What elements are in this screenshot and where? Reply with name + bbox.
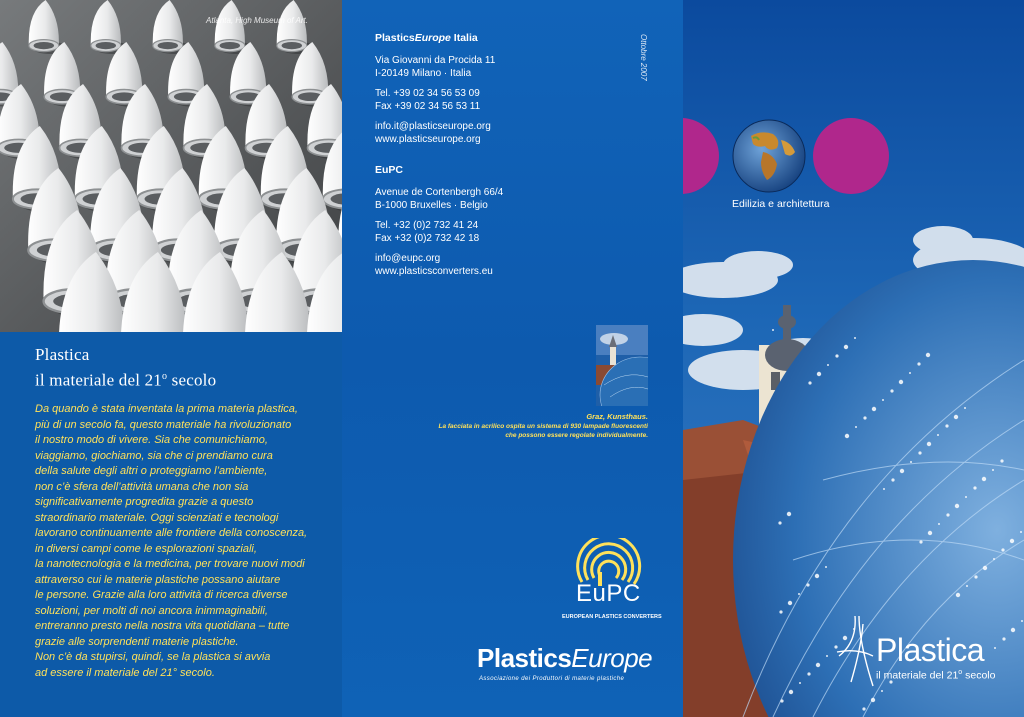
title-line-2-suffix: secolo: [167, 370, 217, 390]
brochure-title: [35, 344, 216, 392]
contact-eupc: [375, 164, 503, 278]
address-line: Via Giovanni da Procida 11: [375, 55, 496, 66]
photo-caption: [438, 412, 648, 440]
middle-panel: [342, 0, 683, 717]
fax-line: Fax +32 (0)2 732 42 18: [375, 233, 480, 244]
brand-sub-prefix: il materiale del 21: [876, 669, 959, 682]
org-italic: Europe: [414, 32, 451, 44]
address-line: I-20149 Milano · Italia: [375, 68, 472, 79]
publication-date: Ottobre 2007: [639, 34, 648, 81]
intro-line: il nostro modo di vivere. Sia che comunichiamo,: [35, 434, 268, 446]
intro-line: Da quando è stata inventata la prima materia plastica,: [35, 403, 298, 415]
intro-line: attraverso cui le materie plastiche possano aiutare: [35, 573, 281, 586]
globe-icon: [731, 118, 807, 194]
caption-line: La facciata in acrilico ospita un sistema di 930 lampade fluorescenti: [438, 423, 648, 430]
magenta-circle-right: [813, 118, 889, 194]
intro-line: le persone. Grazie alla loro attività di ricerca diverse: [35, 589, 288, 601]
kunsthaus-thumbnail: [596, 325, 648, 406]
cover-photo-white-sculptures: [0, 0, 342, 332]
intro-line: Non c’è da stupirsi, quindi, se la plastica si avvia: [35, 651, 271, 663]
fax-line: Fax +39 02 34 56 53 11: [375, 101, 481, 112]
contact-org-name: EuPC: [375, 164, 404, 176]
caption-title: Graz, Kunsthaus.: [586, 412, 648, 421]
plasticseurope-tagline: Associazione dei Produttori di materie plastiche: [479, 676, 625, 682]
intro-line: non c’è sfera dell’attività umana che non sia: [35, 480, 249, 493]
eupc-logo-subtitle: EUROPEAN PLASTICS CONVERTERS: [562, 614, 662, 620]
phone-line: Tel. +39 02 34 56 53 09: [375, 88, 480, 99]
intro-line: della salute degli altri o proteggiamo l’ambiente,: [35, 465, 268, 477]
intro-line: lavorano continuamente alle frontiere della conoscenza,: [35, 527, 308, 539]
brand-sub-sup: o: [958, 669, 963, 676]
intro-line: più di un secolo fa, questo materiale ha rivoluzionato: [35, 418, 292, 431]
eupc-logo-word: EuPC: [576, 580, 641, 607]
intro-line: la nanotecnologia e la medicina, per trovare nuovi modi: [35, 558, 305, 570]
website-link[interactable]: www.plasticseurope.org: [375, 134, 481, 145]
pe-logo-italic: Europe: [571, 643, 653, 673]
cones-illustration: [0, 0, 342, 332]
intro-line: viaggiamo, giochiamo, sia che ci prendiamo cura: [35, 449, 273, 462]
category-label: Edilizia e architettura: [732, 198, 830, 210]
pe-logo-bold: Plastics: [477, 643, 572, 673]
title-line-1: Plastica: [35, 345, 90, 364]
intro-line: significativamente progredita grazie a questo: [35, 496, 254, 508]
website-link[interactable]: www.plasticsconverters.eu: [375, 266, 493, 277]
photo-credit: Atlanta, High Museum of Art.: [206, 16, 308, 25]
plastica-brand-tagline: [876, 669, 995, 682]
phone-line: Tel. +32 (0)2 732 41 24: [375, 220, 479, 231]
email-link[interactable]: info.it@plasticseurope.org: [375, 121, 491, 132]
org-prefix: Plastics: [375, 32, 415, 44]
right-panel: [683, 0, 1024, 717]
kunsthaus-photo: [683, 0, 1024, 717]
intro-line: straordinario materiale. Oggi scienziati e tecnologi: [35, 511, 279, 524]
intro-line: soluzioni, per molti di noi ancora inimmaginabili,: [35, 604, 268, 617]
contact-plasticseurope-italia: [375, 32, 495, 146]
plasticseurope-logo: [477, 643, 652, 674]
intro-line: in diversi campi come le esplorazioni spaziali,: [35, 542, 257, 555]
intro-line: ad essere il materiale del 21° secolo.: [35, 666, 215, 679]
contact-org-name: [375, 32, 495, 44]
intro-line: grazie alle sorprendenti materie plastiche.: [35, 635, 239, 648]
caption-line: che possono essere regolate individualmente.: [505, 432, 648, 439]
address-line: Avenue de Cortenbergh 66/4: [375, 187, 504, 198]
left-panel: [0, 0, 342, 717]
title-line-2-prefix: il materiale del 21: [35, 370, 163, 390]
intro-line: entreranno presto nella nostra vita quotidiana – tutte: [35, 620, 290, 632]
org-suffix: Italia: [450, 32, 478, 44]
address-line: B-1000 Bruxelles · Belgio: [375, 200, 488, 211]
intro-paragraph: [35, 402, 325, 681]
email-link[interactable]: info@eupc.org: [375, 253, 441, 264]
plastica-brand-word: Plastica: [876, 632, 985, 668]
title-line-2: [35, 366, 216, 392]
brand-sub-suffix: secolo: [962, 669, 996, 682]
title-line-2-sup: o: [162, 371, 168, 382]
